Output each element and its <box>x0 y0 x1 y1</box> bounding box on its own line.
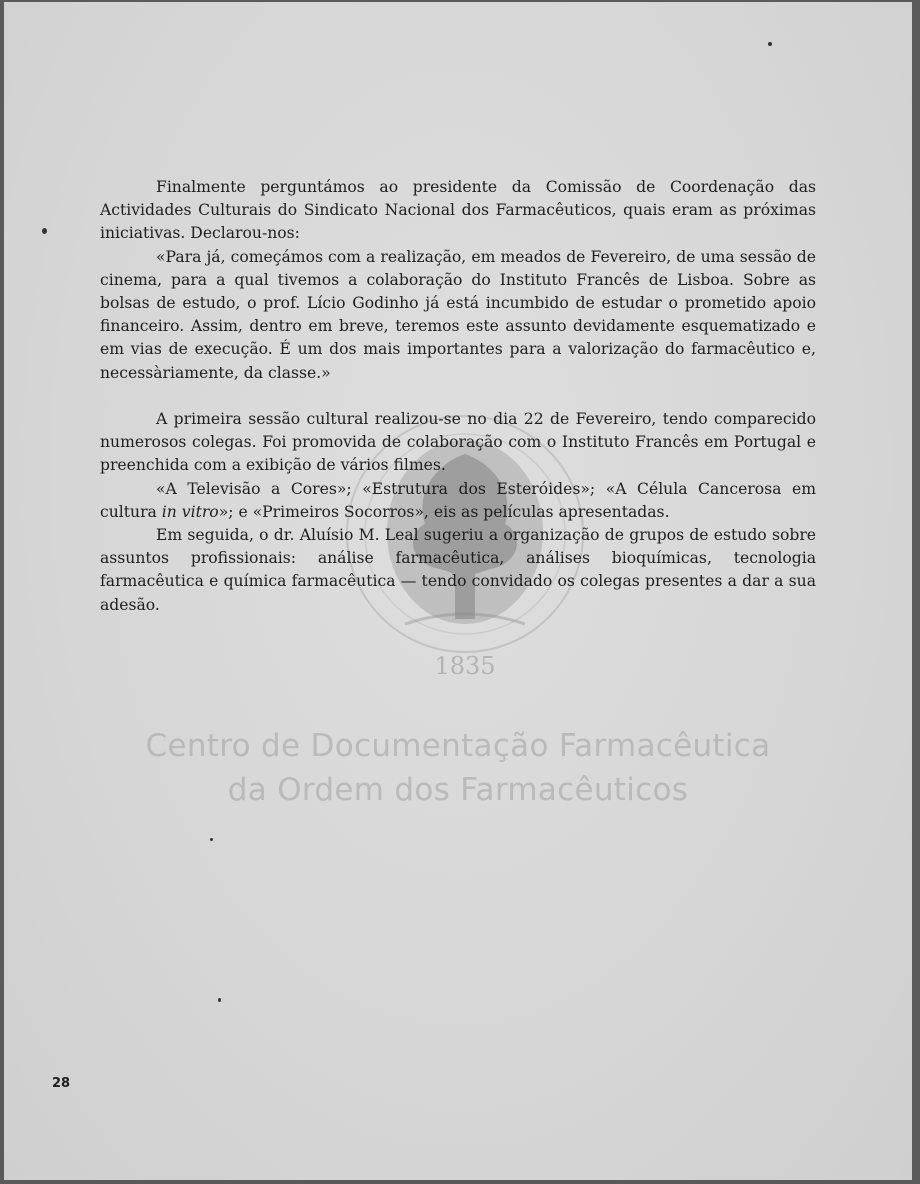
article-bottom-block <box>100 408 816 617</box>
films-italic: in vitro <box>161 502 219 521</box>
paper-speck <box>218 998 221 1002</box>
paper-speck <box>42 228 47 234</box>
document-page <box>4 2 912 1180</box>
paragraph-session: A primeira sessão cultural realizou-se no dia 22 de Fevereiro, tendo comparecido numerosos colegas. Foi promovida de colaboração com o Instituto Francês em Portugal e preenchida com a exibição de vários filmes. <box>100 410 816 475</box>
paper-speck <box>768 42 772 46</box>
paragraph-study-groups: Em seguida, o dr. Aluísio M. Leal sugeriu a organização de grupos de estudo sobre assuntos profissionais: análise farmacêutica, análises bioquímicas, tecnologia farmacêutica e química farmacêutica — tendo convidado os colegas presentes a dar a sua adesão. <box>100 526 816 614</box>
page-number: 28 <box>52 1076 71 1091</box>
article-top-block <box>100 176 816 385</box>
watermark-line-2: da Ordem dos Farmacêuticos <box>227 772 689 808</box>
watermark-line-1: Centro de Documentação Farmacêutica <box>145 728 771 764</box>
paragraph-intro: Finalmente perguntámos ao presidente da Comissão de Coordenação das Actividades Culturais do Sindicato Nacional dos Farmacêuticos, quais eram as próximas iniciativas. Declarou-nos: <box>100 178 816 243</box>
seal-year: 1835 <box>434 652 496 680</box>
paragraph-quote: «Para já, começámos com a realização, em meados de Fevereiro, de uma sessão de cinema, para a qual tivemos a colaboração do Instituto Francês de Lisboa. Sobre as bolsas de estudo, o prof. Lício Godinho já está incumbido de estudar o prometido apoio financeiro. Assim, dentro em breve, teremos este assunto devidamente esquematizado e em vias de execução. É um dos mais importantes para a valorização do farmacêutico e, necessàriamente, da classe.» <box>100 247 816 382</box>
films-text-a: «A Televisão a Cores»; «Estrutura dos Esteróides»; «A Célula Cancerosa em cultura <box>100 479 816 521</box>
paper-speck <box>210 838 213 841</box>
films-text-b: »; e «Primeiros Socorros», eis as películas apresentadas. <box>218 502 670 521</box>
paragraph-films <box>100 478 816 524</box>
